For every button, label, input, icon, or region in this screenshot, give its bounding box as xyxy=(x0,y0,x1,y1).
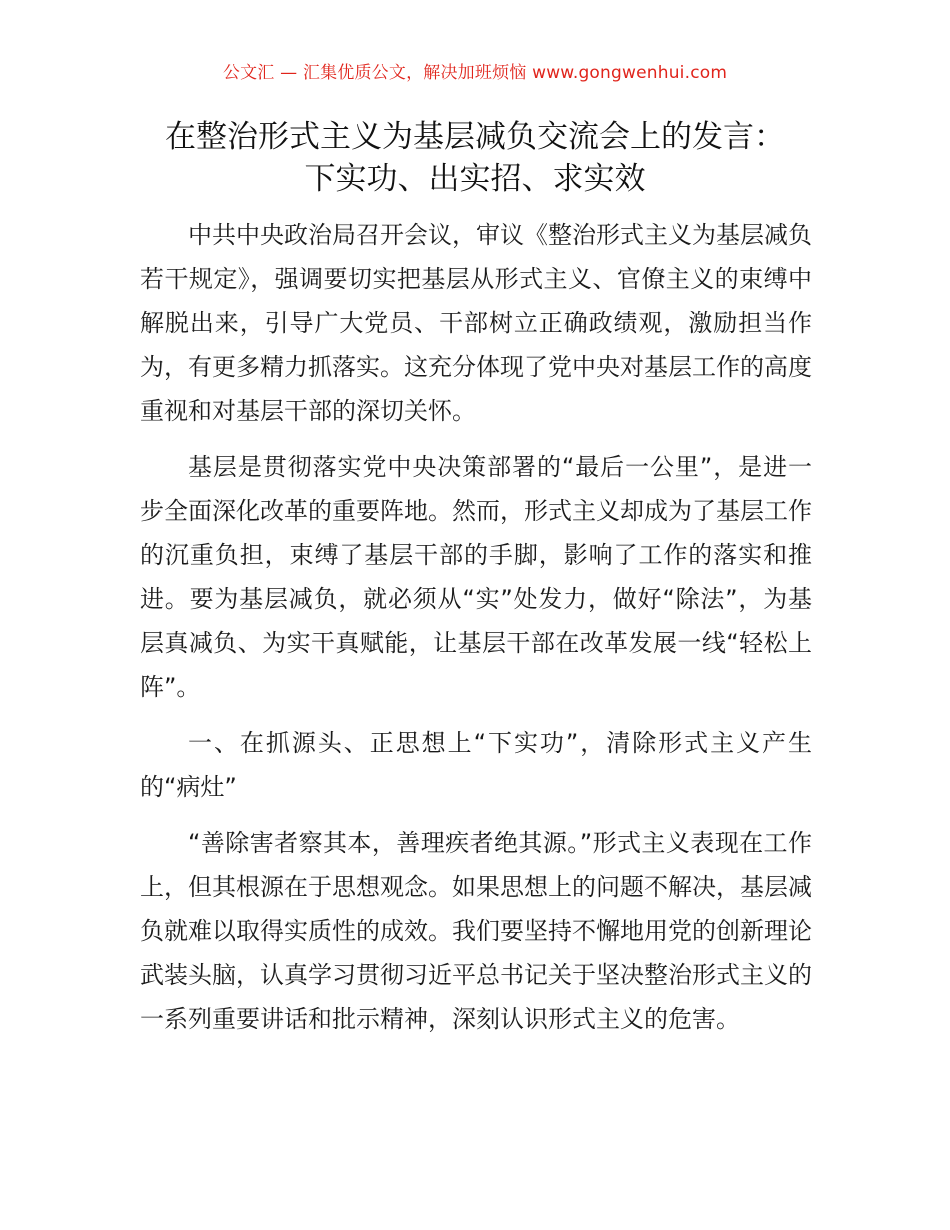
document-title xyxy=(100,116,850,200)
title-line-1: 在整治形式主义为基层减负交流会上的发言： xyxy=(165,119,785,155)
document-body xyxy=(140,213,812,1053)
header-banner: 公文汇 — 汇集优质公文，解决加班烦恼 www.gongwenhui.com xyxy=(222,63,728,83)
paragraph-1: 中共中央政治局召开会议，审议《整治形式主义为基层减负若干规定》，强调要切实把基层从形式主义、官僚主义的束缚中解脱出来，引导广大党员、干部树立正确政绩观，激励担当作为，有更多精力抓落实。这充分体现了党中央对基层工作的高度重视和对基层干部的深切关怀。 xyxy=(140,221,812,425)
paragraph-2: 基层是贯彻落实党中央决策部署的“最后一公里”，是进一步全面深化改革的重要阵地。然而，形式主义却成为了基层工作的沉重负担，束缚了基层干部的手脚，影响了工作的落实和推进。要为基层减负，就必须从“实”处发力，做好“除法”，为基层真减负、为实干真赋能，让基层干部在改革发展一线“轻松上阵”。 xyxy=(140,453,812,701)
section-heading-1: 一、在抓源头、正思想上“下实功”，清除形式主义产生的“病灶” xyxy=(140,729,812,801)
paragraph-3: “善除害者察其本，善理疾者绝其源。”形式主义表现在工作上，但其根源在于思想观念。如果思想上的问题不解决，基层减负就难以取得实质性的成效。我们要坚持不懈地用党的创新理论武装头脑，认真学习贯彻习近平总书记关于坚决整治形式主义的一系列重要讲话和批示精神，深刻认识形式主义的危害。 xyxy=(140,829,812,1033)
title-line-2: 下实功、出实招、求实效 xyxy=(304,161,646,197)
